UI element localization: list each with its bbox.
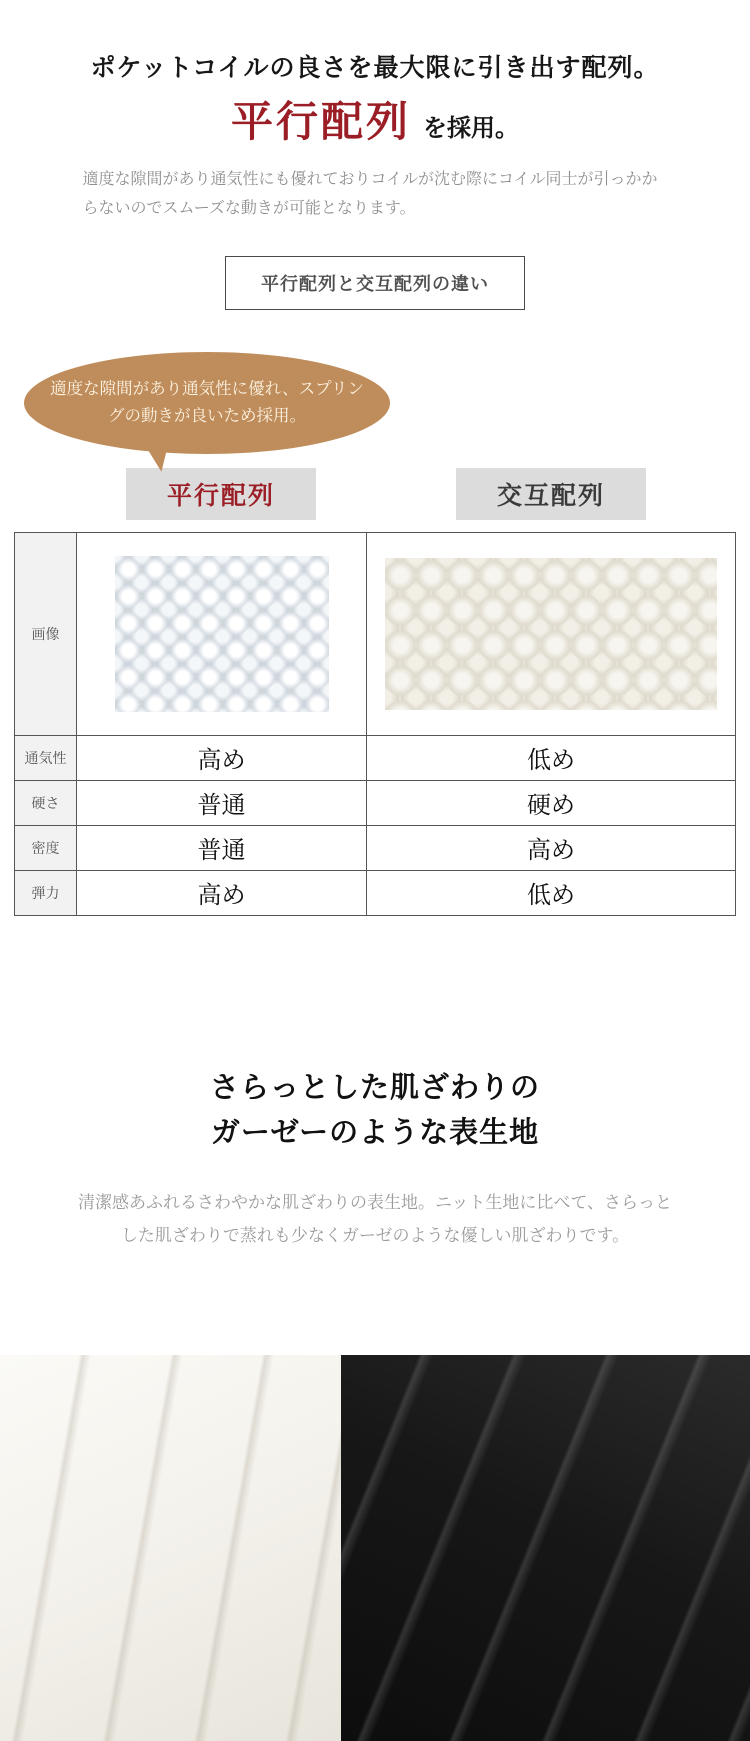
fabric-photos: [0, 1355, 750, 1741]
table-row-elasticity: [15, 870, 735, 915]
table-row-hardness: [15, 780, 735, 825]
compare-difference-box: 平行配列と交互配列の違い: [225, 256, 525, 310]
pocket-coil-alternate-photo: [385, 558, 717, 710]
cell-parallel: 普通: [77, 826, 367, 870]
table-row-density: [15, 825, 735, 870]
table-row-image: [15, 533, 735, 735]
cell-parallel: 普通: [77, 781, 367, 825]
fabric-section-heading: [0, 1066, 750, 1156]
adopt-suffix: を採用。: [423, 114, 519, 142]
column-headers: [14, 468, 736, 520]
adopt-line: [0, 96, 750, 149]
column-header-alternate: 交互配列: [456, 468, 646, 520]
column-header-parallel: 平行配列: [126, 468, 316, 520]
fabric-photo-white: [0, 1355, 341, 1741]
speech-bubble-tail: [143, 439, 173, 473]
fabric-heading-line1: さらっとした肌ざわりの: [209, 1071, 540, 1104]
cell-alternate: 低め: [527, 747, 575, 775]
pocket-coil-parallel-photo: [115, 556, 329, 712]
row-label: 硬さ: [15, 781, 77, 825]
cell-image-parallel: [77, 533, 367, 735]
table-row-breathability: [15, 735, 735, 780]
cell-parallel: 高め: [77, 736, 367, 780]
fabric-heading-line2: ガーゼーのような表生地: [210, 1116, 540, 1149]
row-label: 弾力: [15, 871, 77, 915]
speech-bubble: 適度な隙間があり通気性に優れ、スプリングの動きが良いため採用。: [24, 352, 390, 454]
cell-image-alternate: [367, 533, 735, 735]
comparison-table: [14, 532, 736, 916]
fabric-description: 清潔感あふれるさわやかな肌ざわりの表生地。ニット生地に比べて、さらっとした肌ざわりで蒸れも少なくガーゼのような優しい肌ざわりです。: [78, 1192, 672, 1245]
cell-alternate: 低め: [527, 882, 575, 910]
row-label: 密度: [15, 826, 77, 870]
parallel-arrangement-highlight: 平行配列: [230, 97, 411, 145]
coil-section-heading: ポケットコイルの良さを最大限に引き出す配列。: [90, 54, 660, 82]
column-header-slot-parallel: [76, 468, 366, 520]
row-label-image: 画像: [15, 533, 77, 735]
cell-parallel: 高め: [77, 871, 367, 915]
fabric-photo-black: [341, 1355, 750, 1741]
cell-alternate: 硬め: [527, 792, 575, 820]
coil-description: 適度な隙間があり通気性にも優れておりコイルが沈む際にコイル同士が引っかからないのでスムーズな動きが可能となります。: [82, 171, 658, 218]
cell-alternate: 高め: [527, 837, 575, 865]
row-label: 通気性: [15, 736, 77, 780]
speech-bubble-wrap: [24, 352, 390, 454]
column-header-slot-alternate: [366, 468, 736, 520]
